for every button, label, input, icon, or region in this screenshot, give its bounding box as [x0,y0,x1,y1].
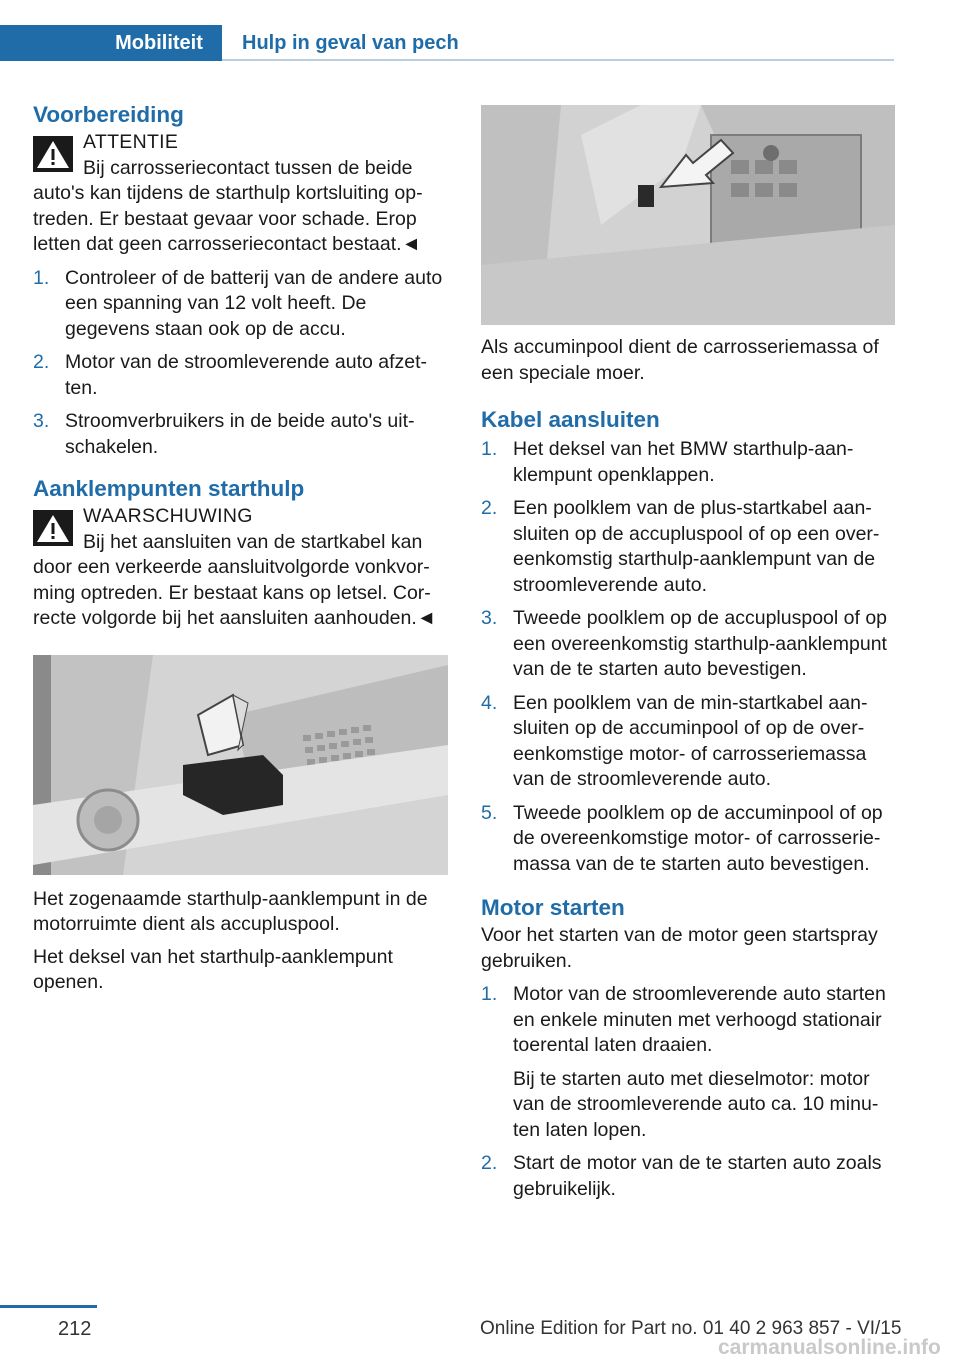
list-item [481,606,897,683]
caption-open-cover: Het deksel van het starthulp-aanklempunt openen. [33,945,393,993]
section-title-voorbereiding: Voorbereiding [33,102,184,127]
warning-title: ATTENTIE [83,131,179,153]
step-number: 1. [33,266,50,289]
list-item [33,409,449,460]
warning-attentie [33,130,449,258]
page-number-rule [0,1305,97,1308]
step-number: 2. [481,1152,498,1174]
header-tab-hulp[interactable]: Hulp in geval van pech [242,32,459,54]
steps-motor-starten [481,982,897,1202]
step-number: 3. [481,607,498,629]
step-text: Stroomverbruikers in de beide auto's uitschakelen. [65,410,415,458]
steps-voorbereiding [33,266,449,461]
list-item [481,437,897,488]
edition-footer: Online Edition for Part no. 01 40 2 963 857 - VI/15 [480,1318,902,1339]
list-item [33,266,449,343]
list-item [481,496,897,598]
step-text: Start de motor van de te starten auto zoals gebruikelijk. [513,1152,882,1200]
left-column [33,100,449,996]
section-title-kabel-aansluiten: Kabel aansluiten [481,407,660,432]
section-title-motor-starten: Motor starten [481,895,625,920]
step-text: Controleer of de batterij van de andere auto een spanning van 12 volt heeft. De gegevens staan ook op de accu. [65,266,443,340]
step-subtext: Bij te starten auto met dieselmotor: motor van de stroomleverende auto ca. 10 minuten laten lopen. [513,1067,879,1141]
step-number: 4. [481,691,498,714]
step-text: Een poolklem van de plus-startkabel aansluiten op de accupluspool of op een overeenkomstig starthulp-aanklempunt van de stroomleverende auto. [513,497,880,596]
step-text: Tweede poolklem op de accupluspool of op een overeenkomstig starthulp-aanklempunt van de te starten auto bevestigen. [513,607,888,680]
step-number: 2. [481,497,498,519]
warning-waarschuwing [33,504,449,632]
header-rule [222,59,894,61]
step-number: 1. [481,983,498,1005]
step-text: Tweede poolklem op de accuminpool of op de overeenkomstige motor- of carrosseriemassa van de te starten auto bevestigen. [513,801,883,875]
watermark: carmanualsonline.info [718,1336,941,1359]
steps-kabel-aansluiten [481,437,897,877]
engine-bay-photo-plus-terminal [33,655,448,875]
warning-triangle-icon [33,510,73,546]
header-tab-mobiliteit[interactable]: Mobiliteit [96,25,222,61]
caption-minus-terminal: Als accuminpool dient de carrosseriemassa of een speciale moer. [481,336,879,384]
step-text: Motor van de stroomleverende auto starten en enkele minuten met verhoogd stationair toerental laten draaien. [513,983,886,1056]
list-item [481,691,897,793]
right-column [481,105,897,1202]
step-number: 5. [481,801,498,824]
warning-title: WAARSCHUWING [83,505,253,527]
step-text: Het deksel van het BMW starthulp-aanklempunt openklappen. [513,438,854,486]
list-item [481,1151,897,1202]
engine-bay-photo-minus-terminal [481,105,895,325]
intro-motor-starten: Voor het starten van de motor geen startspray gebruiken. [481,924,878,972]
page-number: 212 [58,1318,92,1340]
warning-triangle-icon [33,136,73,172]
section-title-aanklempunten: Aanklempunten starthulp [33,476,305,501]
warning-text: Bij het aansluiten van de startkabel kan door een verkeerde aansluitvolgorde vonkvorming optreden. Er bestaat kans op letsel. Correcte volgorde bij het aansluiten aanhouden.◄ [33,530,437,629]
list-item [33,350,449,401]
step-text: Een poolklem van de min-startkabel aansluiten op de accuminpool of op de overeenkomstige motor- of carrosseriemassa van de stroomleverende auto. [513,691,868,790]
caption-plus-terminal: Het zogenaamde starthulp-aanklempunt in de motorruimte dient als accupluspool. [33,887,428,935]
step-number: 2. [33,351,50,373]
list-item [481,801,897,878]
step-number: 1. [481,438,498,460]
warning-text: Bij carrosseriecontact tussen de beide auto's kan tijdens de starthulp kortsluiting optreden. Er bestaat gevaar voor schade. Erop letten dat geen carrosseriecontact bestaat.◄ [33,156,423,255]
list-item [481,982,897,1143]
step-number: 3. [33,410,50,432]
step-text: Motor van de stroomleverende auto afzetten. [65,351,428,399]
